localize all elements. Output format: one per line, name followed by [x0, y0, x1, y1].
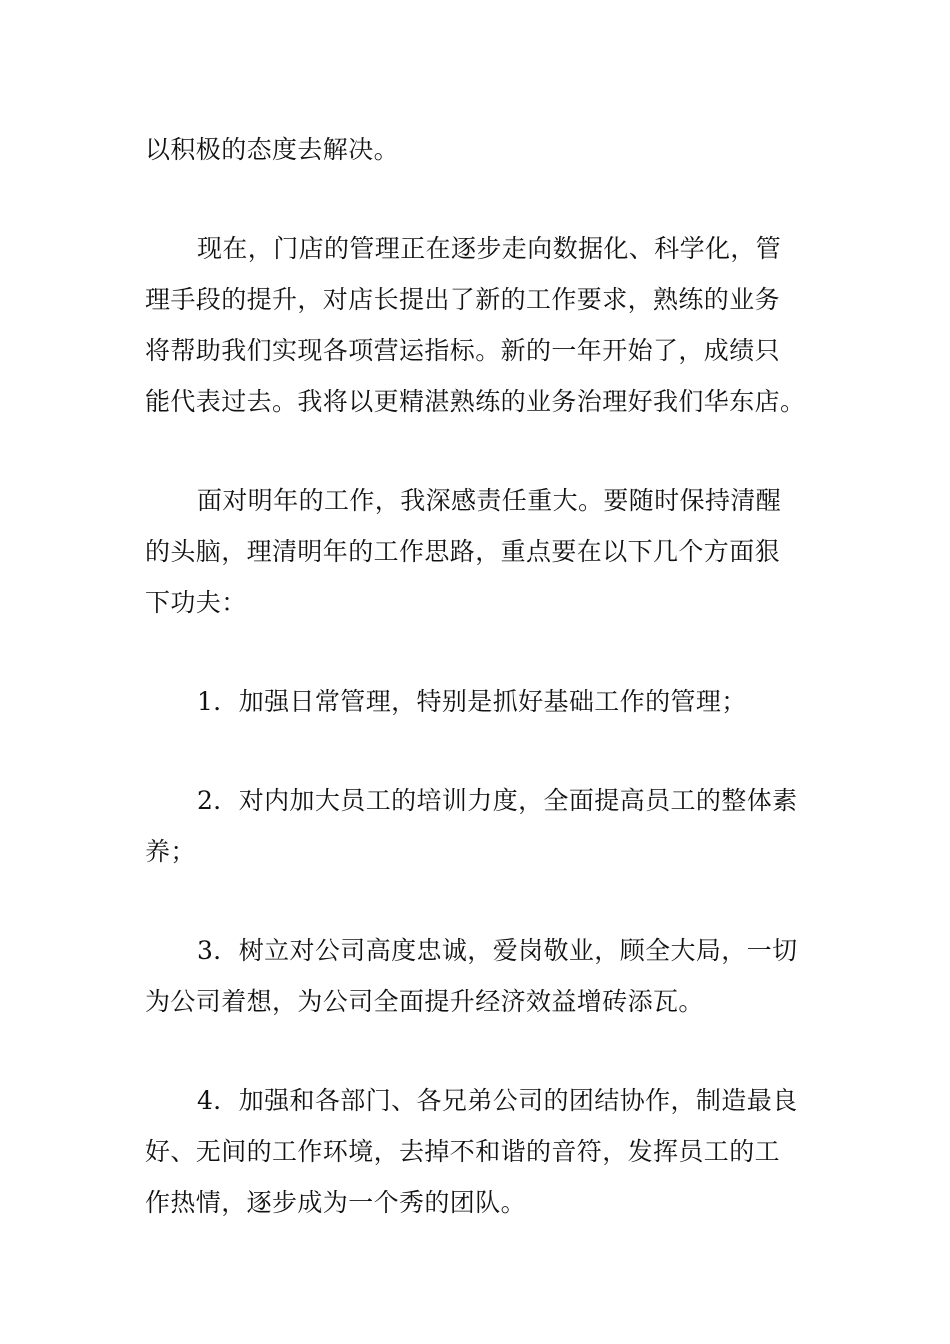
text-line: 为公司着想，为公司全面提升经济效益增砖添瓦。 [145, 987, 704, 1016]
text-line: 将帮助我们实现各项营运指标。新的一年开始了，成绩只 [145, 336, 781, 365]
text-line: 作热情，逐步成为一个秀的团队。 [145, 1188, 527, 1217]
text-line: 的头脑，理清明年的工作思路，重点要在以下几个方面狠 [145, 537, 781, 566]
text-line: 面对明年的工作，我深感责任重大。要随时保持清醒 [197, 486, 782, 515]
text-line: 理手段的提升，对店长提出了新的工作要求，熟练的业务 [145, 285, 781, 314]
text-line: 以积极的态度去解决。 [145, 135, 400, 164]
list-item: 3．树立对公司高度忠诚，爱岗敬业，顾全大局，一切 [197, 936, 798, 965]
text-line: 好、无间的工作环境，去掉不和谐的音符，发挥员工的工 [145, 1137, 781, 1166]
text-line: 能代表过去。我将以更精湛熟练的业务治理好我们华东店。 [145, 387, 806, 416]
text-line: 下功夫： [145, 588, 247, 617]
list-item: 1．加强日常管理，特别是抓好基础工作的管理； [197, 687, 747, 716]
text-line: 现在，门店的管理正在逐步走向数据化、科学化，管 [197, 234, 782, 263]
text-line: 养； [145, 837, 196, 866]
list-item: 4．加强和各部门、各兄弟公司的团结协作，制造最良 [197, 1086, 798, 1115]
list-item: 2．对内加大员工的培训力度，全面提高员工的整体素 [197, 786, 798, 815]
